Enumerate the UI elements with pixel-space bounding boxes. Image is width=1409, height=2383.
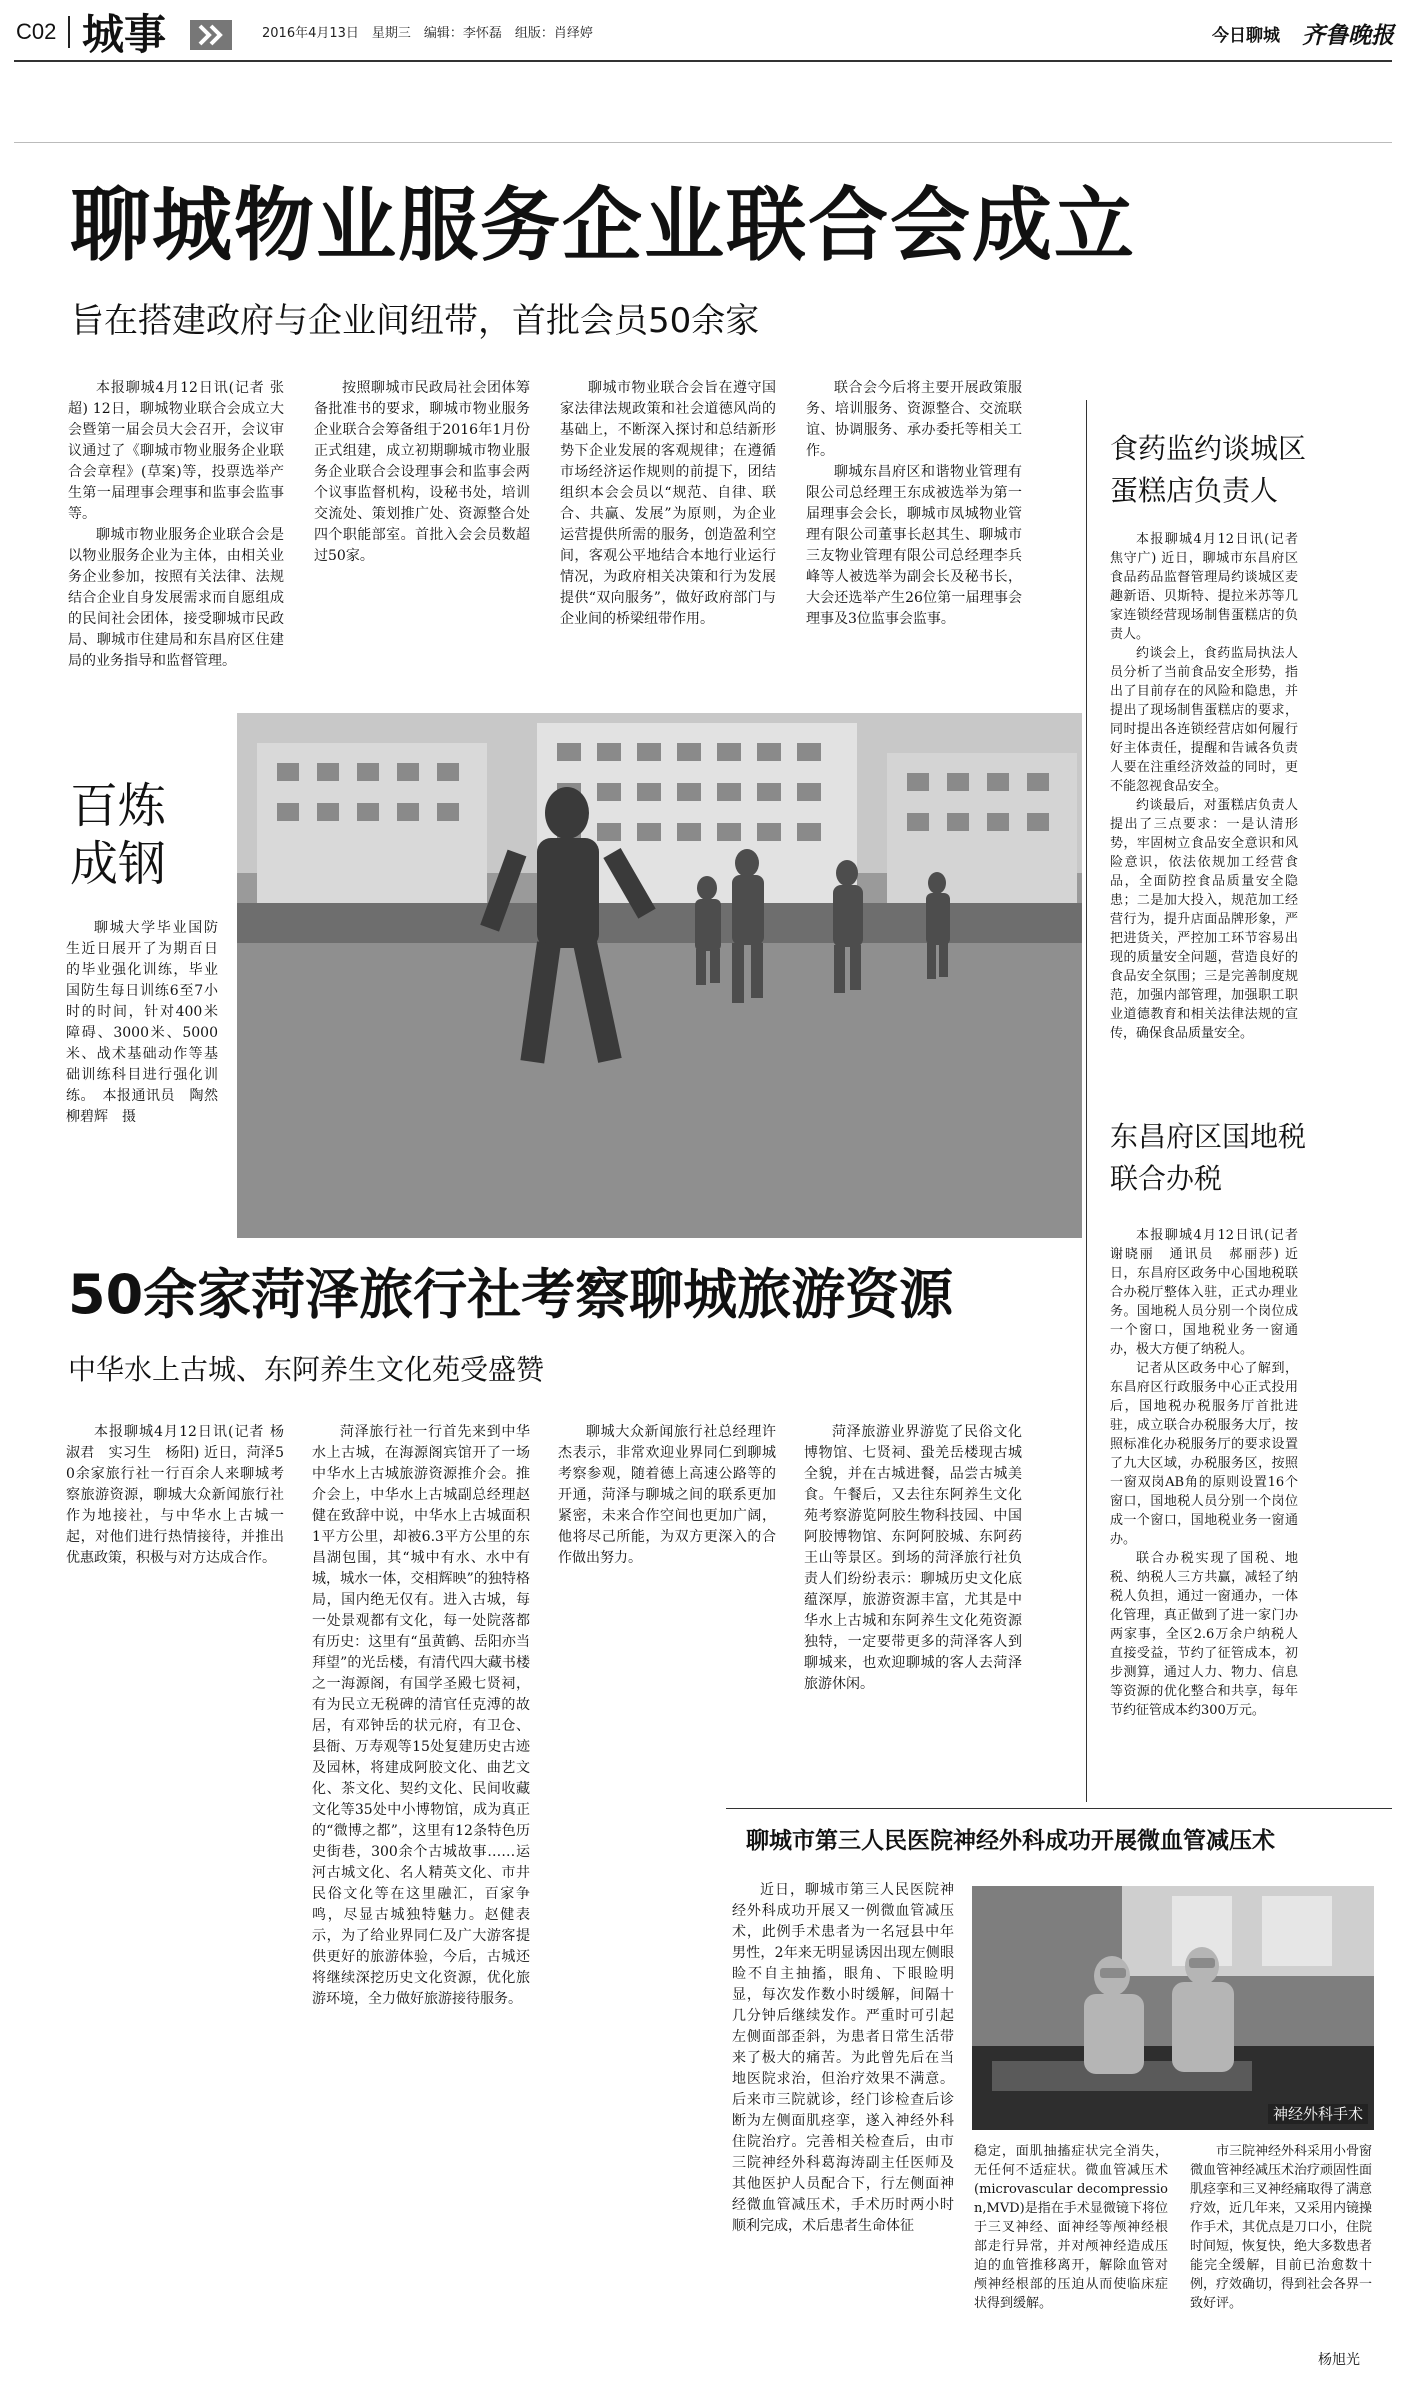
hospital-column-1: 近日，聊城市第三人民医院神经外科成功开展又一例微血管减压术，此例手术患者为一名冠县中年男性，2年来无明显诱因出现左侧眼睑不自主抽搐，眼角、下眼睑明显，每次发作数小时缓解，间隔十几分钟后继续发作。严重时可引起左侧面部歪斜，为患者日常生活带来了极大的痛苦。为此曾先后在当地医院求治，但治疗效果不满意。后来市三院就诊，经门诊检查后诊断为左侧面肌痉挛，遂入神经外科住院治疗。完善相关检查后，由市三院神经外科葛海涛副主任医师及其他医护人员配合下，行左侧面神经微血管减压术，手术历时两小时顺利完成，术后患者生命体征 (732, 1882, 954, 2234)
hospital-headline: 聊城市第三人民医院神经外科成功开展微血管减压术 (746, 1828, 1275, 1854)
lead-paragraph-4: 聊城市物业联合会旨在遵守国家法律法规政策和社会道德风尚的基础上，不断深入探讨和总结新形势下企业发展的客观规律；在遵循市场经济运作规则的前提下，团结组织本会会员以“规范、自律、联合、共赢、发展”为原则，为企业运营提供所需的服务，创造盈利空间，客观公平地结合本地行业运行情况，为政府相关决策和行为发展提供“双向服务”，做好政府部门与企业间的桥梁纽带作用。 (560, 380, 776, 627)
hospital-top-rule (726, 1808, 1392, 1809)
food-headline-line-1: 食药监约谈城区 (1110, 432, 1307, 465)
lead-column-2 (314, 378, 530, 678)
lead-column-1 (68, 378, 284, 678)
newspaper-logo: 齐鲁晚报 (1302, 22, 1394, 49)
tax-paragraph-3: 联合办税实现了国税、地税、纳税人三方共赢，减轻了纳税人负担，通过一窗通办，一体化管理，真正做到了进一家门办两家事，全区2.6万余户纳税人直接受益，节约了征管成本，初步测算，通过人力、物力、信息等资源的优化整合和共享，每年节约征管成本约300万元。 (1110, 1551, 1298, 1718)
lead-paragraph-2: 聊城市物业服务企业联合会是以物业服务企业为主体，由相关业务企业参加，按照有关法律、法规结合企业自身发展需求而自愿组成的民间社会团体，接受聊城市民政局、聊城市住建局和东昌府区住建局的业务指导和监督管理。 (68, 527, 284, 669)
food-paragraph-2: 约谈会上，食药监局执法人员分析了当前食品安全形势，指出了目前存在的风险和隐患，并提出了现场制售蛋糕店的要求，同时提出各连锁经营店如何履行好主体责任，提醒和告诫各负责人要在注重经济效益的同时，更不能忽视食品安全。 (1110, 646, 1298, 794)
travel-column-1 (66, 1422, 284, 1804)
food-headline-line-2: 蛋糕店负责人 (1110, 474, 1279, 507)
lead-paragraph-3: 按照聊城市民政局社会团体筹备批准书的要求，聊城市物业服务企业联合会筹备组于2016年1月份正式组建，成立初期聊城市物业服务企业联合会设理事会和监事会两个议事监督机构，设秘书处，培训交流处、策划推广处、资源整合处四个职能部室。首批入会会员数超过50家。 (314, 380, 530, 564)
column-name: 今日聊城 (1212, 26, 1280, 46)
travel-paragraph-3: 聊城大众新闻旅行社总经理许杰表示，非常欢迎业界同仁到聊城考察参观，随着德上高速公路等的开通，菏泽与聊城之间的联系更加紧密，未来合作空间也更加广阔，他将尽己所能，为双方更深入的合作做出努力。 (558, 1424, 776, 1566)
section-name: 城事 (82, 10, 167, 59)
food-paragraph-1: 本报聊城4月12日讯(记者 焦守广) 近日，聊城市东昌府区食品药品监督管理局约谈城区麦趣新语、贝斯特、提拉米苏等几家连锁经营现场制售蛋糕店的负责人。 (1110, 532, 1298, 642)
travel-column-2 (312, 1422, 530, 2007)
header-divider (68, 16, 70, 48)
travel-column-3 (558, 1422, 776, 1804)
food-article (1110, 530, 1298, 1090)
tax-article (1110, 1226, 1298, 1786)
training-photo (237, 713, 1082, 1238)
travel-column-4 (804, 1422, 1022, 1804)
training-photo-illustration (237, 713, 1082, 1238)
hospital-byline: 杨旭光 (1318, 2352, 1360, 2368)
surgery-photo-illustration (972, 1886, 1374, 2130)
page-number: C02 (16, 19, 57, 44)
tax-headline-line-2: 联合办税 (1110, 1162, 1223, 1195)
lead-column-4 (806, 378, 1022, 678)
travel-subheadline: 中华水上古城、东阿养生文化苑受盛赞 (68, 1353, 545, 1386)
lead-paragraph-1: 本报聊城4月12日讯(记者 张超) 12日，聊城物业联合会成立大会暨第一届会员大会召开，会议审议通过了《聊城市物业服务企业联合会章程》(草案)等，投票选举产生第一届理事会理事和监事会监事等。 (68, 380, 284, 522)
travel-paragraph-4: 菏泽旅游业界游览了民俗文化博物馆、七贤祠、蛩羌岳楼现古城全貌，并在古城进餐，品尝古城美食。午餐后，又去往东阿养生文化苑考察游览阿胶生物科技园、中国阿胶博物馆、东阿阿胶城、东阿药王山等景区。到场的菏泽旅行社负责人们纷纷表示：聊城历史文化底蕴深厚，旅游资源丰富，尤其是中华水上古城和东阿养生文化苑资源独特，一定要带更多的菏泽客人到聊城来，也欢迎聊城的客人去菏泽旅游休闲。 (804, 1424, 1022, 1692)
hospital-column-2: 稳定，面肌抽搐症状完全消失，无任何不适症状。微血管减压术(microvascular decompression,MVD)是指在手术显微镜下将位于三叉神经、面神经等颅神经根部走行异常，并对颅神经造成压迫的血管推移离开，解除血管对颅神经根部的压迫从而使临床症状得到缓解。 (974, 2144, 1168, 2311)
lead-column-3 (560, 378, 776, 678)
top-thin-rule (14, 142, 1392, 143)
food-paragraph-3: 约谈最后，对蛋糕店负责人提出了三点要求：一是认清形势，牢固树立食品安全意识和风险意识，依法依规加工经营食品，全面防控食品质量安全隐患；二是加大投入，规范加工经营行为，提升店面品牌形象，严把进货关，严控加工环节容易出现的质量安全问题，营造良好的食品安全氛围；三是完善制度规范，加强内部管理，加强职工职业道德教育和相关法律法规的宣传，确保食品质量安全。 (1110, 798, 1298, 1041)
lead-paragraph-5: 联合会今后将主要开展政策服务、培训服务、资源整合、交流联谊、协调服务、承办委托等相关工作。 (806, 380, 1022, 459)
tax-paragraph-2: 记者从区政务中心了解到，东昌府区行政服务中心正式投用后，国地税办税服务厅首批进驻，成立联合办税服务大厅，按照标准化办税服务厅的要求设置了九大区域，办税服务区，按照一窗双岗AB角的原则设置16个窗口，国地税人员分别一个岗位成一个窗口，国地税业务一窗通办。 (1110, 1361, 1298, 1547)
feature-title-line-1: 百炼 (70, 778, 167, 834)
travel-headline: 50余家菏泽旅行社考察聊城旅游资源 (68, 1263, 954, 1326)
lead-subheadline: 旨在搭建政府与企业间纽带，首批会员50余家 (70, 301, 760, 341)
travel-paragraph-2: 菏泽旅行社一行首先来到中华水上古城，在海源阁宾馆开了一场中华水上古城旅游资源推介会。推介会上，中华水上古城副总经理赵健在致辞中说，中华水上古城面积1平方公里，却被6.3平方公里的东昌湖包围，其“城中有水、水中有城，城水一体，交相辉映”的独特格局，国内绝无仅有。进入古城，每一处景观都有文化，每一处院落都有历史：这里有“虽黄鹤、岳阳亦当拜望”的光岳楼，有清代四大藏书楼之一海源阁，有国学圣殿七贤祠，有为民立无税碑的清官任克溥的故居，有邓钟岳的状元府，有卫仓、县衙、万寿观等15处复建历史古迹及园林，将建成阿胶文化、曲艺文化、茶文化、契约文化、民间收藏文化等35处中小博物馆，成为真正的“微博之都”，这里有12条特色历史街巷，300余个古城故事……运河古城文化、名人精英文化、市井民俗文化等在这里融汇，百家争鸣，尽显古城独特魅力。赵健表示，为了给业界同仁及广大游客提供更好的旅游体验，今后，古城还将继续深挖历史文化资源，优化旅游环境，全力做好旅游接待服务。 (312, 1424, 530, 2007)
lead-paragraph-6: 聊城东昌府区和谐物业管理有限公司总经理王东成被选举为第一届理事会会长，聊城市凤城物业管理有限公司董事长赵其生、聊城市三友物业管理有限公司总经理李兵峰等人被选举为副会长及秘书长，大会还选举产生26位第一届理事会理事及3位监事会监事。 (806, 464, 1022, 627)
travel-paragraph-1: 本报聊城4月12日讯(记者 杨淑君 实习生 杨阳) 近日，菏泽50余家旅行社一行百余人来聊城考察旅游资源，聊城大众新闻旅行社作为地接社，与中华水上古城一起，对他们进行热情接待，并推出优惠政策，积极与对方达成合作。 (66, 1424, 284, 1566)
right-column-divider (1086, 400, 1087, 1802)
tax-paragraph-1: 本报聊城4月12日讯(记者 谢晓丽 通讯员 郝丽莎) 近日，东昌府区政务中心国地税联合办税厅整体入驻，正式办理业务。国地税人员分别一个岗位成一个窗口，国地税业务一窗通办，极大方便了纳税人。 (1110, 1228, 1298, 1357)
hospital-column-3: 市三院神经外科采用小骨窗微血管神经减压术治疗顽固性面肌痉挛和三叉神经痛取得了满意疗效，近几年来，又采用内镜操作手术，其优点是刀口小，住院时间短，恢复快，绝大多数患者能完全缓解，目前已治愈数十例，疗效确切，得到社会各界一致好评。 (1190, 2144, 1373, 2311)
feature-title-line-2: 成钢 (70, 836, 167, 892)
surgery-photo (972, 1886, 1374, 2130)
lead-headline: 聊城物业服务企业联合会成立 (70, 179, 1136, 272)
date-editor-line: 2016年4月13日 星期三 编辑：李怀磊 组版：肖绎婷 (262, 26, 593, 41)
section-chevron-icon (190, 20, 232, 50)
feature-caption: 聊城大学毕业国防生近日展开了为期百日的毕业强化训练，毕业国防生每日训练6至7小时的时间，针对400米障碍、3000米、5000米、战术基础动作等基础训练科目进行强化训练。 本报通讯员 陶然 柳碧辉 摄 (66, 920, 232, 1125)
header-rule (14, 60, 1392, 62)
surgery-photo-label: 神经外科手术 (1268, 2104, 1368, 2124)
tax-headline-line-1: 东昌府区国地税 (1110, 1120, 1307, 1153)
